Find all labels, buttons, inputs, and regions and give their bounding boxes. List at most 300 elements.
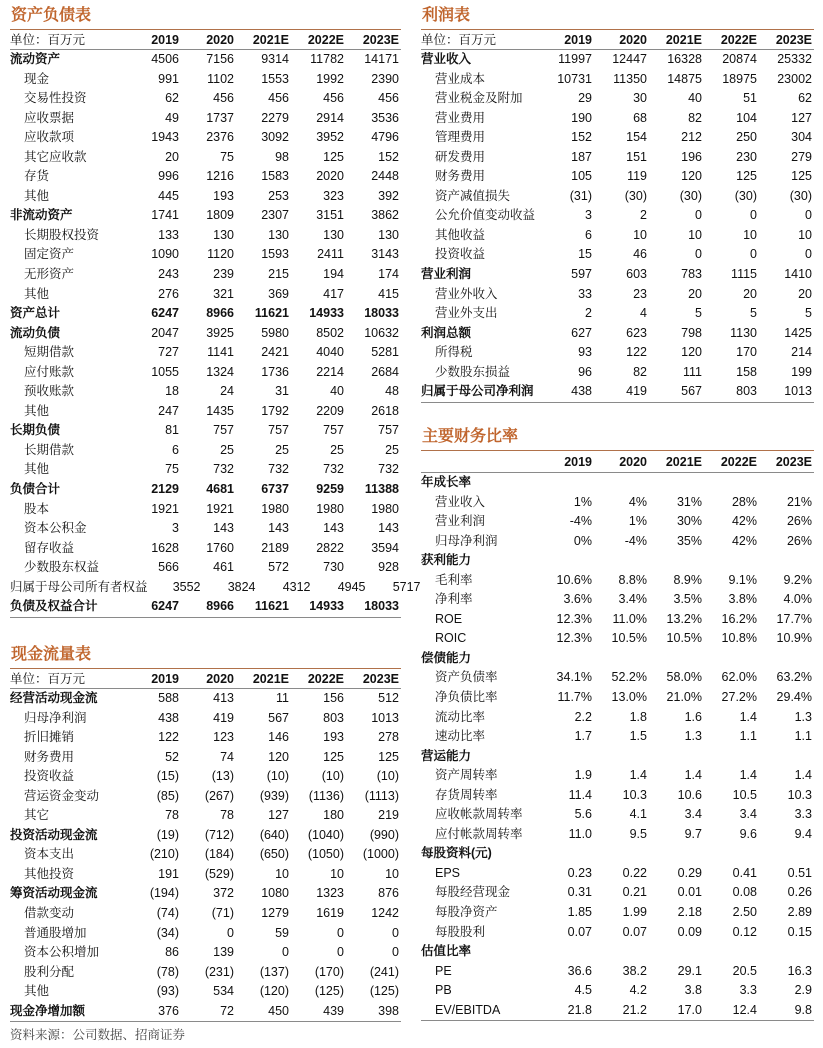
table-row bbox=[10, 943, 401, 963]
table-row bbox=[421, 688, 814, 708]
table-row bbox=[10, 787, 401, 807]
cell-value: 30 bbox=[633, 91, 647, 106]
cell-value: 27.2% bbox=[721, 690, 757, 705]
cell-value: 180 bbox=[323, 808, 344, 823]
cell-value: 369 bbox=[268, 286, 289, 301]
table-row bbox=[10, 382, 401, 402]
cell-value: 876 bbox=[378, 886, 399, 901]
row-label: 固定资产 bbox=[24, 247, 75, 262]
cell-value: 75 bbox=[220, 149, 234, 164]
row-label: 归母净利润 bbox=[435, 533, 498, 548]
cell-value: (137) bbox=[259, 964, 289, 979]
table-row bbox=[421, 747, 814, 767]
row-label: 归母净利润 bbox=[24, 710, 87, 725]
income-panel bbox=[421, 4, 814, 403]
row-label: 流动资产 bbox=[10, 52, 61, 66]
cell-value: (19) bbox=[156, 827, 179, 842]
row-label: 年成长率 bbox=[421, 475, 472, 489]
cell-value: 6 bbox=[172, 442, 179, 457]
cell-value: 51 bbox=[743, 91, 757, 106]
row-label: 负债及权益合计 bbox=[10, 599, 98, 614]
cell-value: 996 bbox=[158, 169, 179, 184]
table-row bbox=[421, 708, 814, 728]
cell-value: 627 bbox=[571, 325, 592, 340]
cell-value: 1242 bbox=[371, 906, 399, 921]
row-label: 营业收入 bbox=[435, 494, 486, 509]
cell-value: 239 bbox=[213, 267, 234, 282]
cell-value: 3092 bbox=[261, 130, 289, 145]
cell-value: 130 bbox=[213, 227, 234, 242]
cell-value: 1809 bbox=[206, 208, 234, 223]
cell-value: 25 bbox=[385, 442, 399, 457]
cell-value: 1.5 bbox=[629, 729, 647, 744]
cell-value: 1323 bbox=[316, 886, 344, 901]
cell-value: 23002 bbox=[777, 71, 812, 86]
cell-value: 1737 bbox=[206, 110, 234, 125]
table-row bbox=[10, 767, 401, 787]
cell-value: 2209 bbox=[316, 403, 344, 418]
cell-value: 278 bbox=[378, 730, 399, 745]
row-label: PE bbox=[435, 963, 452, 978]
table-bottom-rule bbox=[10, 1021, 401, 1022]
row-label: 获利能力 bbox=[421, 553, 472, 568]
cell-value: 8966 bbox=[206, 599, 234, 614]
cell-value: 31 bbox=[275, 384, 289, 399]
row-label: 留存收益 bbox=[24, 540, 75, 555]
table-row bbox=[10, 845, 401, 865]
cell-value: 323 bbox=[323, 188, 344, 203]
table-row bbox=[10, 480, 401, 500]
cell-value: 40 bbox=[688, 91, 702, 106]
row-label: 普通股增加 bbox=[24, 925, 87, 940]
cell-value: 4.2 bbox=[629, 983, 647, 998]
row-label: 应付账款 bbox=[24, 364, 75, 379]
cell-value: 4.1 bbox=[629, 807, 647, 822]
row-label: 经营活动现金流 bbox=[10, 691, 98, 705]
table-row bbox=[421, 942, 814, 962]
cell-value: (1050) bbox=[307, 847, 344, 862]
year-header: 2019 bbox=[151, 33, 179, 47]
cell-value: 125 bbox=[736, 169, 757, 184]
row-label: 其他 bbox=[24, 403, 50, 418]
cell-value: 122 bbox=[158, 730, 179, 745]
table-row bbox=[10, 924, 401, 944]
cell-value: 75 bbox=[165, 462, 179, 477]
cell-value: 230 bbox=[736, 149, 757, 164]
cell-value: 1.4 bbox=[629, 768, 647, 783]
table-row bbox=[10, 245, 401, 265]
row-label: 净利率 bbox=[435, 592, 473, 607]
cell-value: 20 bbox=[165, 149, 179, 164]
cell-value: 438 bbox=[158, 710, 179, 725]
cell-value: 727 bbox=[158, 345, 179, 360]
cell-value: 1.1 bbox=[794, 729, 812, 744]
cell-value: 8502 bbox=[316, 325, 344, 340]
table-row bbox=[421, 109, 814, 129]
table-row bbox=[421, 1001, 814, 1021]
cell-value: 1760 bbox=[206, 540, 234, 555]
cell-value: 456 bbox=[268, 91, 289, 106]
table-row bbox=[421, 805, 814, 825]
cell-value: 2411 bbox=[317, 247, 344, 262]
cell-value: 29.4% bbox=[776, 690, 812, 705]
cell-value: 456 bbox=[323, 91, 344, 106]
cell-value: 0 bbox=[695, 208, 702, 223]
cell-value: 1.4 bbox=[794, 768, 812, 783]
cell-value: 419 bbox=[213, 710, 234, 725]
cell-value: 9.5 bbox=[629, 826, 647, 841]
cell-value: 0 bbox=[805, 208, 812, 223]
cell-value: 120 bbox=[681, 169, 702, 184]
cell-value: 49 bbox=[165, 110, 179, 125]
cell-value: 1.1 bbox=[739, 729, 757, 744]
cell-value: 122 bbox=[626, 345, 647, 360]
row-label: 每股经营现金 bbox=[435, 885, 511, 900]
balance-sheet-panel bbox=[10, 4, 421, 618]
year-header: 2022E bbox=[720, 33, 757, 47]
cell-value: 24 bbox=[220, 384, 234, 399]
cell-value: 11782 bbox=[310, 52, 344, 66]
cell-value: 15 bbox=[578, 247, 592, 262]
cell-value: 0.22 bbox=[622, 865, 647, 880]
income-body bbox=[421, 50, 814, 403]
cell-value: 0.41 bbox=[732, 865, 757, 880]
cell-value: 13.0% bbox=[611, 690, 647, 705]
year-header: 2023E bbox=[775, 33, 812, 47]
row-label: 毛利率 bbox=[435, 572, 473, 587]
cell-value: 3594 bbox=[371, 540, 399, 555]
cell-value: 18 bbox=[165, 384, 179, 399]
cell-value: (30) bbox=[679, 188, 702, 203]
table-row bbox=[421, 473, 814, 493]
table-row bbox=[421, 89, 814, 109]
cell-value: 0 bbox=[337, 945, 344, 960]
cell-value: 456 bbox=[378, 91, 399, 106]
table-row bbox=[10, 806, 401, 826]
cell-value: 11.4 bbox=[568, 787, 592, 802]
year-header: 2020 bbox=[206, 672, 234, 686]
cell-value: 2.50 bbox=[732, 905, 757, 920]
cell-value: 991 bbox=[158, 71, 179, 86]
cell-value: 3 bbox=[172, 521, 179, 536]
cell-value: 439 bbox=[323, 1003, 344, 1018]
cell-value: 2822 bbox=[316, 540, 344, 555]
cell-value: 2047 bbox=[151, 325, 179, 340]
cell-value: 25 bbox=[330, 442, 344, 457]
cell-value: 42% bbox=[731, 533, 757, 548]
cell-value: 10.3 bbox=[622, 787, 647, 802]
row-label: 股本 bbox=[24, 501, 50, 516]
cell-value: 20 bbox=[688, 286, 702, 301]
unit-label bbox=[421, 451, 539, 472]
cell-value: 10 bbox=[743, 227, 757, 242]
cell-value: 247 bbox=[158, 403, 179, 418]
table-row bbox=[421, 512, 814, 532]
cell-value: 419 bbox=[626, 384, 647, 399]
cell-value: 5 bbox=[750, 306, 757, 321]
cell-value: 17.0 bbox=[677, 1002, 702, 1017]
row-label: 利润总额 bbox=[421, 325, 472, 340]
row-label: 短期借款 bbox=[24, 345, 75, 360]
unit-label: 单位：百万元 bbox=[421, 33, 497, 47]
table-row bbox=[10, 460, 401, 480]
cell-value: 214 bbox=[791, 345, 812, 360]
table-row bbox=[10, 884, 401, 904]
table-row bbox=[421, 962, 814, 982]
income-header bbox=[421, 30, 814, 50]
row-label: 负债合计 bbox=[10, 482, 61, 497]
cell-value: (1000) bbox=[362, 847, 399, 862]
cell-value: 48 bbox=[385, 384, 399, 399]
cell-value: 392 bbox=[378, 188, 399, 203]
cell-value: (78) bbox=[156, 964, 179, 979]
table-row bbox=[421, 532, 814, 552]
cell-value: 0 bbox=[392, 925, 399, 940]
row-label: 借款变动 bbox=[24, 906, 75, 921]
row-label: 归属于母公司净利润 bbox=[421, 384, 534, 399]
cell-value: 174 bbox=[378, 267, 399, 282]
table-row bbox=[421, 649, 814, 669]
cell-value: 461 bbox=[213, 560, 234, 575]
table-row bbox=[10, 285, 401, 305]
cell-value: 194 bbox=[323, 267, 344, 282]
row-label: 投资活动现金流 bbox=[10, 827, 98, 842]
cell-value: 3925 bbox=[206, 325, 234, 340]
cell-value: 154 bbox=[626, 130, 647, 145]
cell-value: 4681 bbox=[206, 482, 234, 497]
cell-value: 215 bbox=[268, 267, 289, 282]
row-label: 应收帐款周转率 bbox=[435, 807, 523, 822]
table-row bbox=[10, 421, 401, 441]
cell-value: (125) bbox=[314, 984, 344, 999]
row-label: 速动比率 bbox=[435, 729, 486, 744]
row-label: 其它 bbox=[24, 808, 50, 823]
cashflow-panel bbox=[10, 643, 401, 1022]
cell-value: 1.99 bbox=[622, 905, 647, 920]
cell-value: 119 bbox=[627, 169, 647, 184]
cell-value: 2279 bbox=[261, 110, 289, 125]
cell-value: 11.0% bbox=[612, 611, 647, 626]
cell-value: 8966 bbox=[206, 306, 234, 321]
cell-value: 11621 bbox=[254, 599, 289, 614]
cell-value: 151 bbox=[626, 149, 647, 164]
cell-value: 1013 bbox=[371, 710, 399, 725]
table-row bbox=[10, 343, 401, 363]
cell-value: 803 bbox=[323, 710, 344, 725]
table-row bbox=[421, 167, 814, 187]
cell-value: (210) bbox=[149, 847, 179, 862]
table-row bbox=[421, 265, 814, 285]
year-header: 2023E bbox=[362, 672, 399, 686]
cell-value: 74 bbox=[220, 749, 234, 764]
row-label: 资产负债率 bbox=[435, 670, 498, 685]
table-row bbox=[10, 128, 401, 148]
unit-label: 单位：百万元 bbox=[10, 672, 86, 686]
cell-value: (650) bbox=[259, 847, 289, 862]
ratios-body bbox=[421, 473, 814, 1021]
cell-value: 1.9 bbox=[574, 768, 592, 783]
cell-value: 0.08 bbox=[732, 885, 757, 900]
cell-value: 1120 bbox=[207, 247, 234, 262]
row-label: 营运能力 bbox=[421, 748, 472, 763]
cell-value: 35% bbox=[676, 533, 702, 548]
year-header: 2022E bbox=[307, 33, 344, 47]
row-label: 折旧摊销 bbox=[24, 730, 75, 745]
cell-value: 23 bbox=[633, 286, 647, 301]
cell-value: 572 bbox=[268, 560, 289, 575]
cell-value: 417 bbox=[323, 286, 344, 301]
cell-value: 104 bbox=[736, 110, 757, 125]
cell-value: 2376 bbox=[206, 130, 234, 145]
cell-value: 81 bbox=[165, 423, 179, 438]
cell-value: 3.5% bbox=[673, 592, 702, 607]
cell-value: 96 bbox=[578, 364, 592, 379]
cell-value: 17.7% bbox=[776, 611, 812, 626]
cell-value: 0 bbox=[805, 247, 812, 262]
cell-value: (990) bbox=[369, 827, 399, 842]
row-label: 资产减值损失 bbox=[435, 188, 511, 203]
cell-value: 12.3% bbox=[556, 631, 592, 646]
table-row bbox=[421, 903, 814, 923]
cell-value: 98 bbox=[275, 149, 289, 164]
cell-value: 187 bbox=[571, 149, 592, 164]
cell-value: 450 bbox=[268, 1003, 289, 1018]
cell-value: 1055 bbox=[151, 364, 179, 379]
cell-value: (85) bbox=[156, 788, 179, 803]
cell-value: 219 bbox=[378, 808, 399, 823]
cell-value: 4 bbox=[640, 306, 647, 321]
cell-value: 10.6% bbox=[556, 572, 592, 587]
row-label: 现金 bbox=[24, 71, 50, 86]
cell-value: 0 bbox=[337, 925, 344, 940]
cell-value: 125 bbox=[323, 749, 344, 764]
cashflow-header bbox=[10, 669, 401, 689]
table-row bbox=[421, 825, 814, 845]
cell-value: 18033 bbox=[364, 306, 399, 321]
cell-value: 1736 bbox=[261, 364, 289, 379]
cell-value: 1593 bbox=[261, 247, 289, 262]
cell-value: 1921 bbox=[151, 501, 179, 516]
table-row bbox=[10, 50, 401, 70]
cell-value: 1279 bbox=[261, 906, 289, 921]
cell-value: 130 bbox=[268, 227, 289, 242]
cell-value: 567 bbox=[268, 710, 289, 725]
cell-value: 10.5% bbox=[666, 631, 702, 646]
cell-value: 12.4 bbox=[732, 1002, 757, 1017]
cell-value: 125 bbox=[323, 149, 344, 164]
cell-value: (231) bbox=[204, 964, 234, 979]
cell-value: 732 bbox=[323, 462, 344, 477]
cell-value: 1102 bbox=[207, 71, 234, 86]
cell-value: 11388 bbox=[364, 482, 399, 497]
cell-value: 8.9% bbox=[673, 572, 702, 587]
table-row bbox=[421, 245, 814, 265]
cell-value: 1980 bbox=[316, 501, 344, 516]
row-label: 少数股东权益 bbox=[24, 560, 100, 575]
cell-value: 732 bbox=[378, 462, 399, 477]
balance-sheet-header bbox=[10, 30, 401, 50]
cell-value: (267) bbox=[204, 788, 234, 803]
cell-value: (1040) bbox=[307, 827, 344, 842]
cell-value: 438 bbox=[571, 384, 592, 399]
cell-value: 3.4 bbox=[684, 807, 702, 822]
cell-value: (170) bbox=[314, 964, 344, 979]
cell-value: 4.5 bbox=[574, 983, 592, 998]
row-label: 营业成本 bbox=[435, 71, 486, 86]
cell-value: 2.2 bbox=[574, 709, 592, 724]
cell-value: 25332 bbox=[777, 52, 812, 66]
table-row bbox=[10, 109, 401, 129]
cell-value: 11 bbox=[276, 691, 289, 705]
cell-value: 1115 bbox=[731, 267, 757, 282]
cell-value: (15) bbox=[156, 769, 179, 784]
cell-value: (71) bbox=[211, 906, 234, 921]
table-row bbox=[10, 187, 401, 207]
cell-value: 9314 bbox=[261, 52, 289, 66]
cell-value: 10 bbox=[275, 866, 289, 881]
cell-value: 3151 bbox=[316, 208, 344, 223]
cell-value: 1628 bbox=[151, 540, 179, 555]
row-label: 归属于母公司所有者权益 bbox=[10, 579, 148, 594]
table-row bbox=[421, 883, 814, 903]
row-label: 应收款项 bbox=[24, 130, 75, 145]
cell-value: 2390 bbox=[371, 71, 399, 86]
cell-value: 130 bbox=[378, 227, 399, 242]
row-label: 财务费用 bbox=[24, 749, 75, 764]
cell-value: -4% bbox=[569, 514, 592, 529]
cell-value: 0 bbox=[392, 945, 399, 960]
cell-value: 72 bbox=[220, 1003, 234, 1018]
cell-value: 732 bbox=[268, 462, 289, 477]
cell-value: (93) bbox=[156, 984, 179, 999]
cell-value: 120 bbox=[268, 749, 289, 764]
cell-value: (10) bbox=[321, 769, 344, 784]
cell-value: 127 bbox=[268, 808, 289, 823]
row-label: 公允价值变动收益 bbox=[435, 208, 536, 223]
cell-value: 158 bbox=[736, 364, 757, 379]
table-row bbox=[10, 441, 401, 461]
source-note: 资料来源：公司数据、招商证券 bbox=[10, 1028, 186, 1042]
row-label: 其他 bbox=[24, 286, 50, 301]
cell-value: 143 bbox=[213, 521, 234, 536]
table-row bbox=[10, 539, 401, 559]
cell-value: 415 bbox=[378, 286, 399, 301]
cell-value: (194) bbox=[149, 886, 179, 901]
cell-value: 0 bbox=[282, 945, 289, 960]
table-row bbox=[421, 226, 814, 246]
cell-value: 0.21 bbox=[622, 885, 647, 900]
cell-value: 2189 bbox=[261, 540, 289, 555]
cell-value: 250 bbox=[736, 130, 757, 145]
cell-value: 1.8 bbox=[629, 709, 647, 724]
table-row bbox=[421, 590, 814, 610]
table-row bbox=[10, 148, 401, 168]
row-label: 资本公积金 bbox=[24, 521, 87, 536]
cell-value: 143 bbox=[378, 521, 399, 536]
cell-value: 1583 bbox=[261, 169, 289, 184]
cell-value: 10.5 bbox=[732, 787, 757, 802]
cell-value: 0.07 bbox=[622, 924, 647, 939]
table-row bbox=[10, 226, 401, 246]
cell-value: 0% bbox=[573, 533, 592, 548]
cell-value: 2914 bbox=[316, 110, 344, 125]
cell-value: 4040 bbox=[316, 345, 344, 360]
cell-value: 1741 bbox=[151, 208, 179, 223]
cell-value: 534 bbox=[213, 984, 234, 999]
cell-value: 2.18 bbox=[677, 905, 702, 920]
cell-value: 52.2% bbox=[611, 670, 647, 685]
table-row bbox=[421, 382, 814, 402]
